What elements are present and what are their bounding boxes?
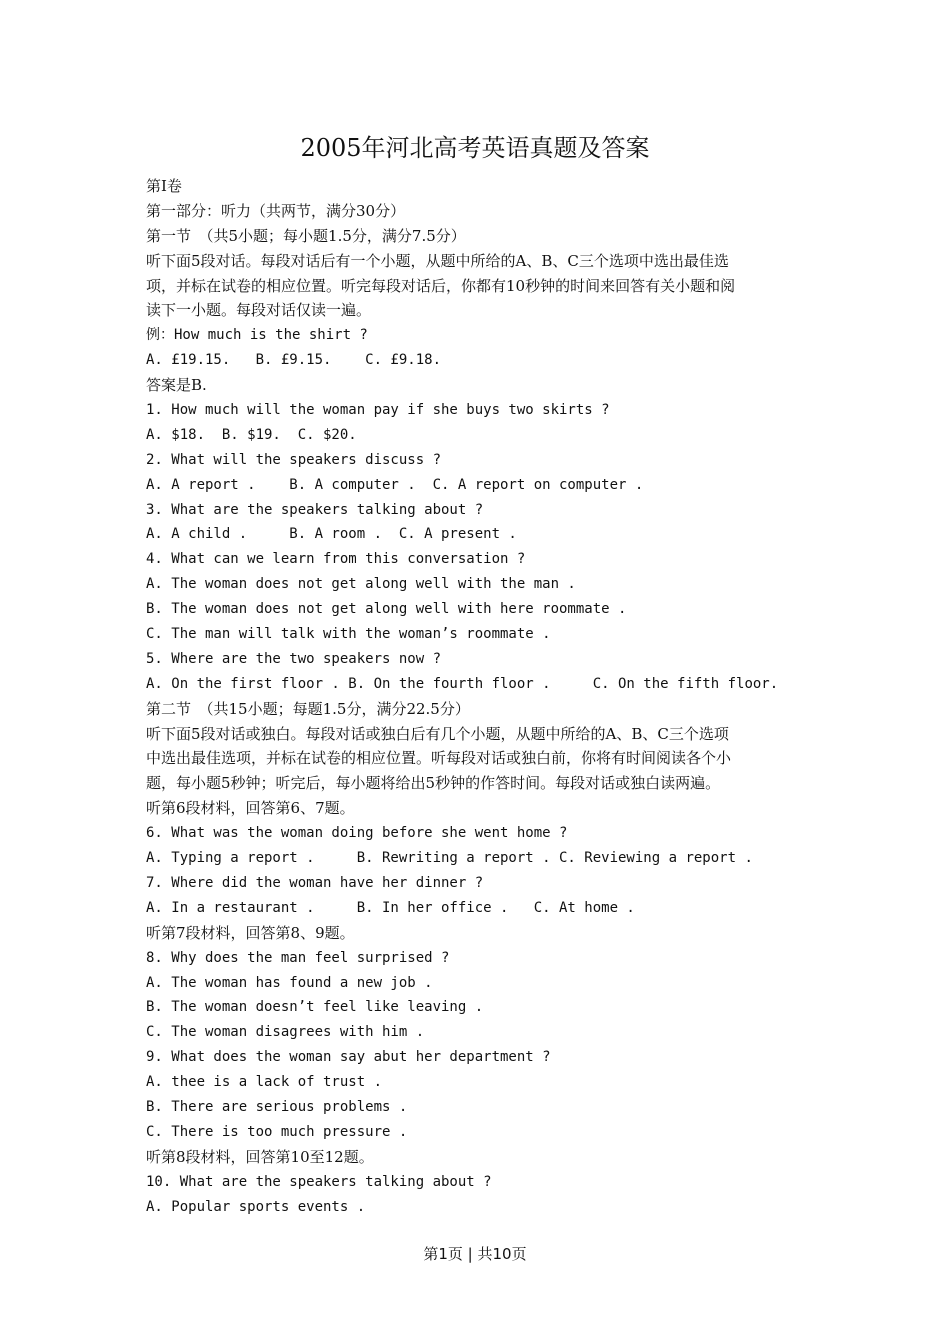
text-line: 第一部分：听力（共两节，满分30分） (146, 201, 406, 220)
text-line: 听下面5段对话。每段对话后有一个小题，从题中所给的A、B、C三个选项中选出最佳选 (146, 251, 729, 270)
document-body (146, 174, 826, 1219)
text-line: 第二节 （共15小题；每题1.5分，满分22.5分） (146, 699, 470, 718)
text-line: 3. What are the speakers talking about ? (146, 501, 484, 518)
text-line: 听第6段材料，回答第6、7题。 (146, 799, 355, 818)
text-line: C. The woman disagrees with him . (146, 1024, 425, 1041)
page-footer: 第1页 | 共10页 (423, 1245, 527, 1263)
text-line: A. In a restaurant . B. In her office . C. At home . (146, 899, 635, 916)
text-line: 项，并标在试卷的相应位置。听完每段对话后，你都有10秒钟的时间来回答有关小题和阅 (146, 276, 736, 295)
text-line: C. There is too much pressure . (146, 1123, 408, 1140)
text-line: A. A report . B. A computer . C. A report on computer . (146, 476, 644, 493)
text-line: A. The woman does not get along well with the man . (146, 576, 576, 593)
text-line: A. Typing a report . B. Rewriting a report . C. Reviewing a report . (146, 850, 753, 867)
text-line: 10. What are the speakers talking about ? (146, 1173, 492, 1190)
text-line: A. On the first floor . B. On the fourth floor . C. On the fifth floor. (146, 675, 779, 692)
text-line: 第一节 （共5小题；每小题1.5分，满分7.5分） (146, 226, 466, 245)
text-line: 9. What does the woman say abut her department ? (146, 1049, 551, 1066)
text-line: 答案是B. (146, 376, 207, 395)
text-line: A. £19.15. B. £9.15. C. £9.18. (146, 352, 442, 369)
text-line: 4. What can we learn from this conversation ? (146, 551, 526, 568)
text-line: 8. Why does the man feel surprised ? (146, 949, 450, 966)
text-line: A. The woman has found a new job . (146, 974, 433, 991)
text-line: 2. What will the speakers discuss ? (146, 451, 442, 468)
text-line: 5. Where are the two speakers now ? (146, 650, 442, 667)
text-line: 第Ⅰ卷 (146, 177, 182, 195)
text-line: A. Popular sports events . (146, 1198, 366, 1215)
text-line: A. A child . B. A room . C. A present . (146, 526, 517, 543)
text-line: 听第7段材料，回答第8、9题。 (146, 923, 355, 942)
text-line: 题，每小题5秒钟；听完后，每小题将给出5秒钟的作答时间。每段对话或独白读两遍。 (146, 774, 721, 793)
text-line: C. The man will talk with the woman’s roommate . (146, 626, 551, 643)
document-title: 2005年河北高考英语真题及答案 (300, 134, 650, 162)
text-line: A. $18. B. $19. C. $20. (146, 426, 357, 443)
text-line: B. There are serious problems . (146, 1098, 408, 1115)
text-line: B. The woman does not get along well with here roommate . (146, 601, 627, 618)
text-line: A. thee is a lack of trust . (146, 1074, 383, 1091)
text-line: B. The woman doesn’t feel like leaving . (146, 999, 484, 1016)
text-line: 6. What was the woman doing before she went home ? (146, 825, 568, 842)
text-line: 听第8段材料，回答第10至12题。 (146, 1147, 374, 1166)
text-line: 7. Where did the woman have her dinner ? (146, 874, 484, 891)
text-line: 1. How much will the woman pay if she buys two skirts ? (146, 402, 610, 419)
text-line: 中选出最佳选项，并标在试卷的相应位置。听每段对话或独白前，你将有时间阅读各个小 (146, 749, 732, 768)
text-line: 例：How much is the shirt ? (146, 327, 368, 344)
text-line: 听下面5段对话或独白。每段对话或独白后有几个小题，从题中所给的A、B、C三个选项 (146, 724, 729, 743)
text-line: 读下一小题。每段对话仅读一遍。 (146, 301, 372, 320)
